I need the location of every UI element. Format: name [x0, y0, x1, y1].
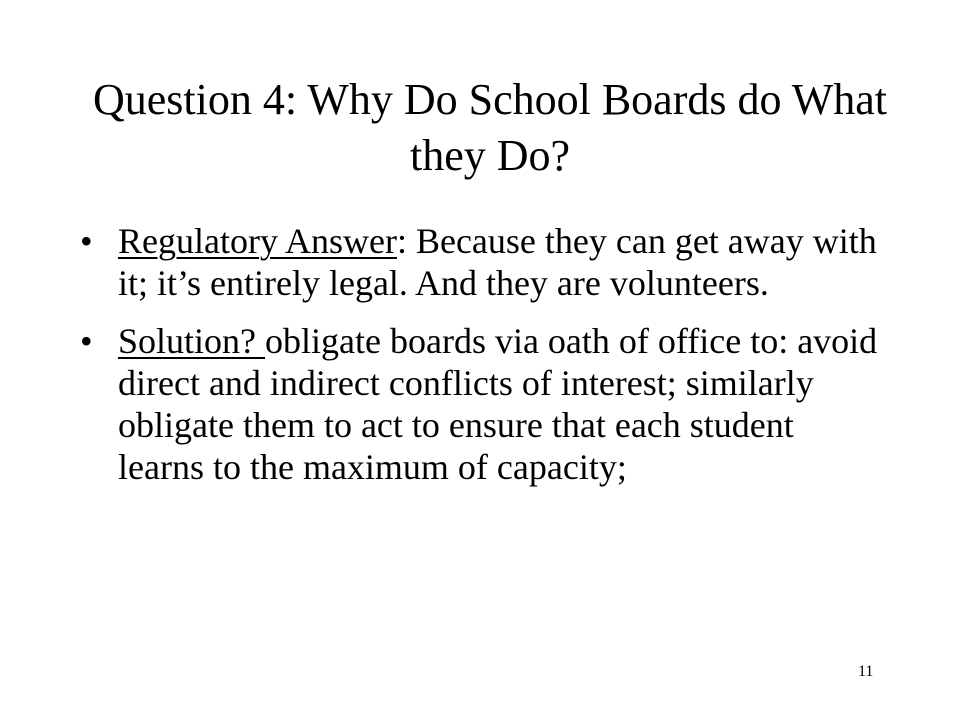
bullet-item-regulatory-answer [80, 220, 880, 304]
bullet-icon: • [80, 221, 93, 261]
bullet-list [80, 220, 880, 488]
bullet-icon: • [80, 321, 93, 361]
bullet-label: Regulatory Answer [118, 221, 397, 261]
bullet-item-solution [80, 320, 880, 488]
bullet-text: obligate boards via oath of office to: avoid direct and indirect conflicts of interest; similarly obligate them to act to ensure that each student learns to the maximum of capacity; [118, 321, 878, 487]
page-number: 11 [858, 663, 874, 680]
slide-title: Question 4: Why Do School Boards do What they Do? [93, 75, 887, 180]
bullet-text: : Because they can get away with it; it’s entirely legal. And they are volunteers. [118, 221, 877, 303]
bullet-label: Solution? [118, 321, 266, 361]
